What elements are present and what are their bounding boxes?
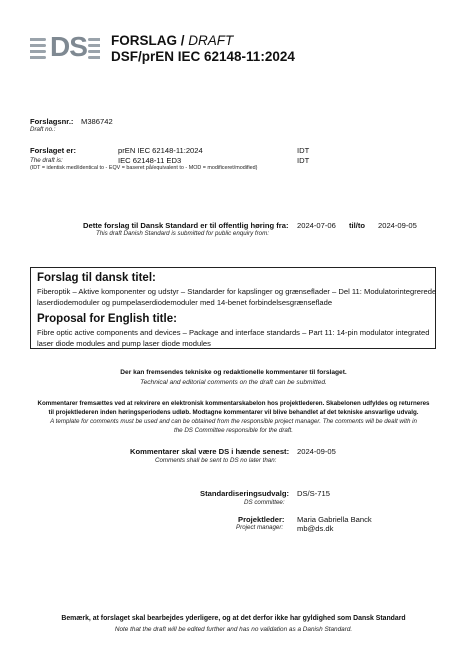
logo-stripe — [88, 56, 100, 59]
danish-title-text: Fiberoptik – Aktive komponenter og udstyr – Standarder for kapslinger og grænseflader – Del 11: Modulatorintegrerede laserdiodemoduler og pumpelaserdiodemoduler med 14-benet forbindelsesgrænseflade — [37, 287, 437, 307]
deadline-label: Kommentarer skal være DS i hænde senest: — [130, 447, 290, 456]
title-strong: FORSLAG / — [111, 33, 189, 48]
committee-label: Standardiseringsudvalg: — [200, 489, 290, 498]
comments-intro-en: Technical and editorial comments on the draft can be submitted. — [140, 379, 327, 386]
manager-label: Projektleder: — [238, 515, 285, 524]
draft-ref-2: IEC 62148-11 ED3 — [118, 156, 182, 165]
english-title-text: Fibre optic active components and devices – Package and interface standards – Part 11: 14-pin modulator integrated laser diode modules and pump laser diode modules — [37, 328, 430, 348]
document-title — [111, 33, 233, 48]
logo-stripe — [30, 50, 46, 53]
logo-stripe — [30, 56, 46, 59]
draft-is-sublabel: The draft is: — [30, 157, 63, 164]
draft-code-1: IDT — [297, 146, 310, 155]
draft-ref-1: prEN IEC 62148-11:2024 — [118, 146, 203, 155]
proposal-number-sublabel: Draft no.: — [30, 126, 56, 133]
comments-para-en-1: A template for comments must be used and can be obtained from the responsible project manager. The comments will be dealt with in — [50, 418, 417, 425]
hearing-from-date: 2024-07-06 — [297, 221, 336, 230]
standard-id: DSF/prEN IEC 62148-11:2024 — [111, 49, 295, 64]
manager-sublabel: Project manager: — [236, 524, 284, 531]
manager-name: Maria Gabriella Banck — [297, 515, 372, 524]
logo-stripe — [88, 38, 100, 41]
comments-para-en-2: the DS Committee responsible for the draft. — [174, 427, 293, 434]
comments-para-1: Kommentarer fremsættes ved at rekvirere en elektronisk kommentarskabelon hos projektlederen. Skabelonen udfyldes og returneres — [37, 400, 430, 407]
hearing-to-label: til/to — [349, 221, 366, 230]
logo-stripe — [88, 50, 100, 53]
footer-note-en: Note that the draft will be edited further and has no validation as a Danish Standard. — [114, 626, 353, 633]
titles-box — [30, 267, 436, 349]
logo-stripe — [88, 44, 100, 47]
hearing-label: Dette forslag til Dansk Standard er til offentlig høring fra: — [83, 221, 289, 230]
english-title-heading: Proposal for English title: — [37, 313, 177, 325]
comments-para-2: til projektlederen inden høringsperiodens udløb. Modtagne kommentarer vil blive behandlet af det tekniske ansvarlige udvalg. — [48, 409, 419, 416]
deadline-sublabel: Comments shall be sent to DS no later than: — [155, 457, 277, 464]
comments-intro: Der kan fremsendes tekniske og redaktionelle kommentarer til forslaget. — [120, 369, 347, 376]
danish-title-heading: Forslag til dansk titel: — [37, 272, 156, 284]
proposal-number-label: Forslagsnr.: — [30, 117, 74, 126]
logo-stripe — [30, 38, 46, 41]
ds-logo — [30, 31, 100, 62]
logo-text: DS — [50, 31, 87, 62]
deadline-value: 2024-09-05 — [297, 447, 336, 456]
committee-value: DS/S-715 — [297, 489, 330, 498]
proposal-number-value: M386742 — [81, 117, 113, 126]
hearing-sublabel: This draft Danish Standard is submitted for public enquiry from: — [96, 230, 269, 237]
logo-stripe — [30, 44, 46, 47]
equivalence-legend: (IDT = identisk med/identical to - EQV = baseret på/equivalent to - MOD = modificeret/modified) — [30, 165, 258, 171]
draft-is-label: Forslaget er: — [30, 146, 76, 155]
committee-sublabel: DS committee: — [244, 499, 285, 506]
manager-email[interactable]: mb@ds.dk — [297, 524, 334, 533]
draft-code-2: IDT — [297, 156, 310, 165]
title-italic: DRAFT — [188, 33, 234, 48]
footer-note: Bemærk, at forslaget skal bearbejdes yderligere, og at det derfor ikke har gyldighed som Dansk Standard — [61, 615, 406, 622]
hearing-to-date: 2024-09-05 — [378, 221, 417, 230]
